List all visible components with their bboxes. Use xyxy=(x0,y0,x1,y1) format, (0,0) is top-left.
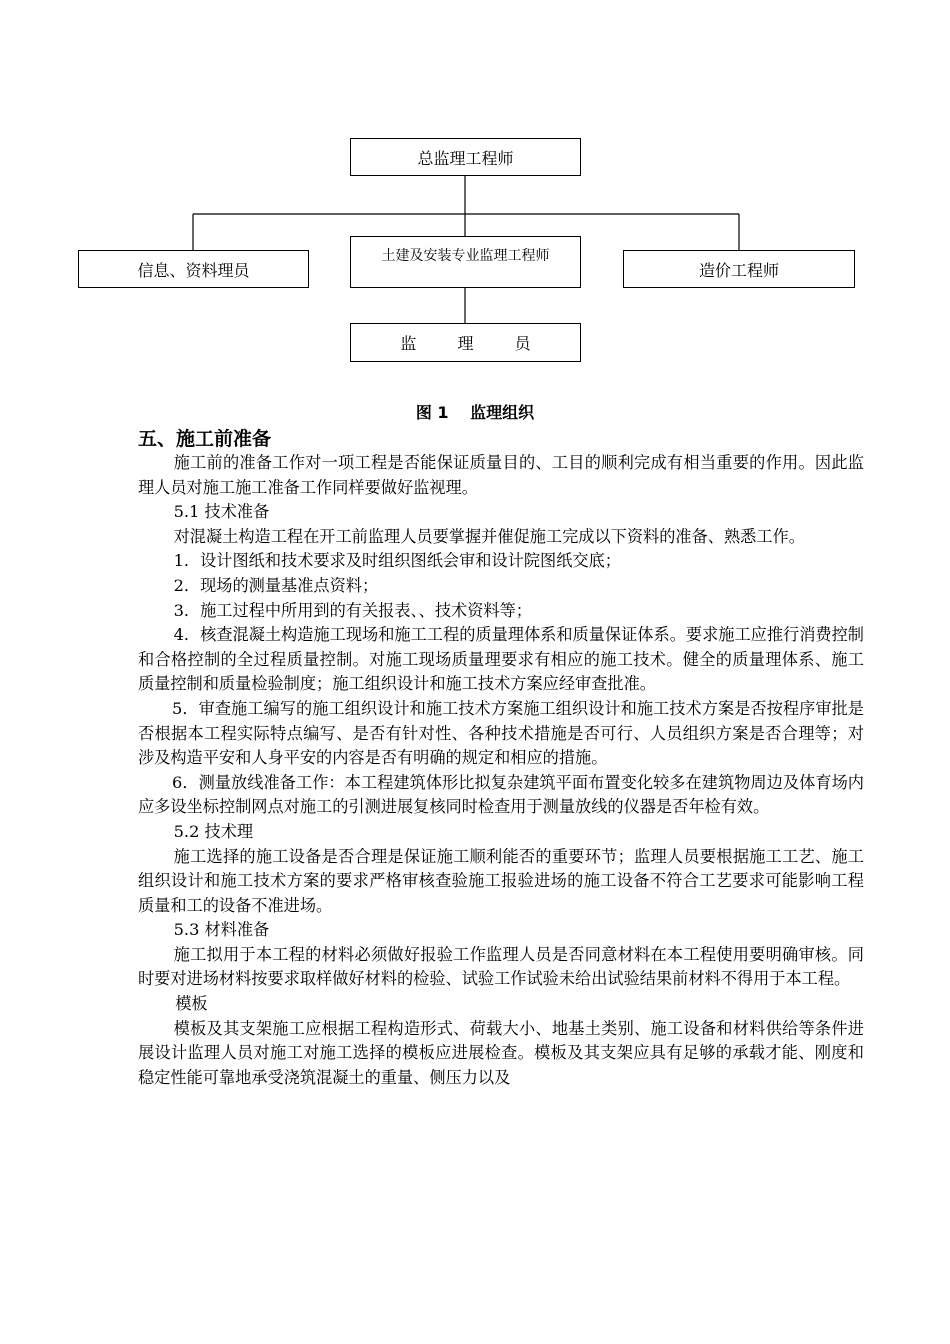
list-item: 4．核查混凝土构造施工现场和施工工程的质量理体系和质量保证体系。要求施工应推行消费控制和合格控制的全过程质量控制。对施工现场质量理要求有相应的施工技术。健全的质量理体系、施工质量控制和质量检验制度；施工组织设计和施工技术方案应经审查批准。 xyxy=(138,625,864,694)
subheading-tech-management: 5.2 技术理 xyxy=(173,821,254,841)
paragraph: 模板及其支架施工应根据工程构造形式、荷载大小、地基土类别、施工设备和材料供给等条件进展设计监理人员对施工对施工选择的模板应进展检查。模板及其支架应具有足够的承载才能、刚度和稳定性能可靠地承受浇筑混凝土的重量、侧压力以及 xyxy=(138,1018,864,1087)
info-data-clerk-box: 信息、资料理员 xyxy=(78,250,309,288)
cost-engineer-box: 造价工程师 xyxy=(623,250,855,288)
list-item: 5．审查施工编写的施工组织设计和施工技术方案施工组织设计和施工技术方案是否按程序审批是否根据本工程实际特点编写、是否有针对性、各种技术措施是否可行、人员组织方案是否合理等；对涉及构造平安和人身平安的内容是否有明确的规定和相应的措施。 xyxy=(138,698,864,768)
subheading-material-prep: 5.3 材料准备 xyxy=(173,920,270,940)
chief-supervisor-box: 总监理工程师 xyxy=(350,138,581,176)
list-item: 3．施工过程中所用到的有关报表、、技术资料等； xyxy=(173,600,532,620)
paragraph: 对混凝土构造工程在开工前监理人员要掌握并催促施工完成以下资料的准备、熟悉工作。 xyxy=(173,526,805,546)
paragraph: 施工选择的施工设备是否合理是保证施工顺利能否的重要环节；监理人员要根据施工工艺、施工组织设计和施工技术方案的要求严格审核查验施工报验进场的施工设备不符合工艺要求可能影响工程质量和工的设备不准进场。 xyxy=(138,846,864,915)
list-item: 6．测量放线准备工作：本工程建筑体形比拟复杂建筑平面布置变化较多在建筑物周边及体育场内应多设坐标控制网点对施工的引测进展复核同时检查用于测量放线的仪器是否年检有效。 xyxy=(138,772,864,817)
list-item: 1．设计图纸和技术要求及时组织图纸会审和设计院图纸交底； xyxy=(173,551,621,571)
section-heading: 五、施工前准备 xyxy=(138,428,272,450)
supervisor-staff-box: 监 理 员 xyxy=(350,323,581,362)
figure-caption: 图 1 监理组织 xyxy=(415,403,535,422)
subheading-formwork: 模板 xyxy=(175,994,208,1014)
body-text xyxy=(138,451,864,1090)
list-item: 2．现场的测量基准点资料； xyxy=(173,575,379,595)
subheading-tech-prep: 5.1 技术准备 xyxy=(173,502,270,522)
paragraph: 施工前的准备工作对一项工程是否能保证质量目的、工目的顺利完成有相当重要的作用。因此监理人员对施工施工准备工作同样要做好监视理。 xyxy=(138,453,864,497)
paragraph: 施工拟用于本工程的材料必须做好报验工作监理人员是否同意材料在本工程使用要明确审核。同时要对进场材料按要求取样做好材料的检验、试验工作试验未给出试验结果前材料不得用于本工程。 xyxy=(138,944,864,989)
civil-installation-engineer-box: 土建及安装专业监理工程师 xyxy=(350,236,581,288)
